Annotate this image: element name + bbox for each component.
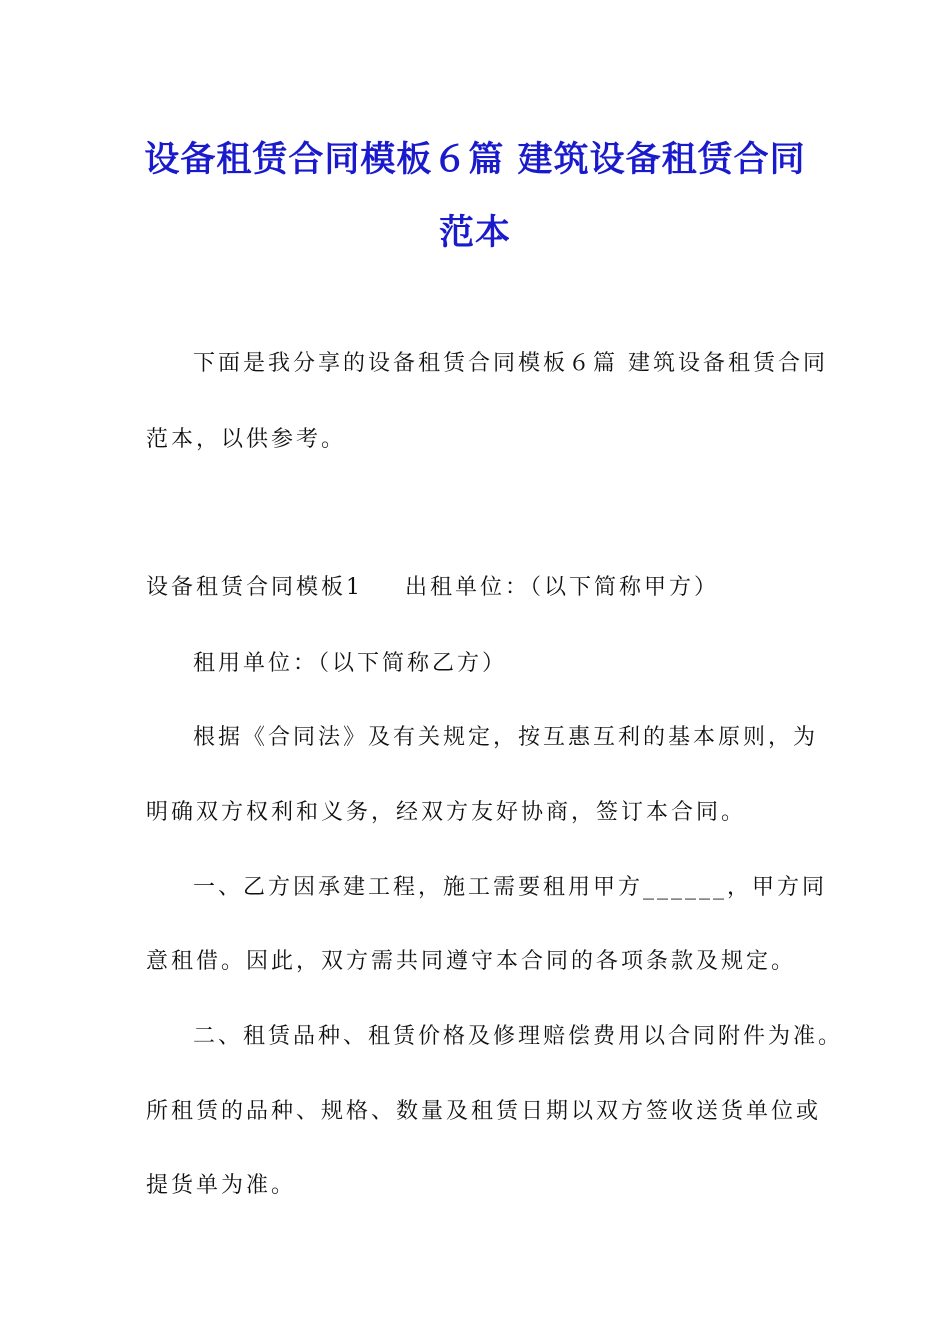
lessee-line: 租用单位：（以下简称乙方） — [193, 651, 508, 676]
section-heading: 设备租赁合同模板1 — [146, 575, 363, 600]
paragraph-1-line-2: 明确双方权利和义务，经双方友好协商，签订本合同。 — [146, 800, 747, 825]
intro-line-1: 下面是我分享的设备租赁合同模板６篇 建筑设备租赁合同 — [193, 351, 828, 376]
lessor-line: 出租单位：（以下简称甲方） — [405, 575, 720, 600]
clause-1-line-2: 意租借。因此，双方需共同遵守本合同的各项条款及规定。 — [146, 949, 797, 974]
intro-line-2: 范本，以供参考。 — [146, 427, 347, 452]
clause-2-line-3: 提货单为准。 — [146, 1173, 297, 1198]
document-title-line-1: 设备租赁合同模板６篇 建筑设备租赁合同 — [144, 140, 806, 180]
section-heading-row — [146, 570, 719, 601]
paragraph-1-line-1: 根据《合同法》及有关规定，按互惠互利的基本原则，为 — [193, 725, 819, 750]
document-title-line-2: 范本 — [438, 213, 511, 253]
clause-1-line-1: 一、乙方因承建工程，施工需要租用甲方______，甲方同 — [193, 875, 828, 900]
clause-2-line-1: 二、租赁品种、租赁价格及修理赔偿费用以合同附件为准。 — [193, 1024, 844, 1049]
clause-2-line-2: 所租赁的品种、规格、数量及租赁日期以双方签收送货单位或 — [146, 1099, 822, 1124]
